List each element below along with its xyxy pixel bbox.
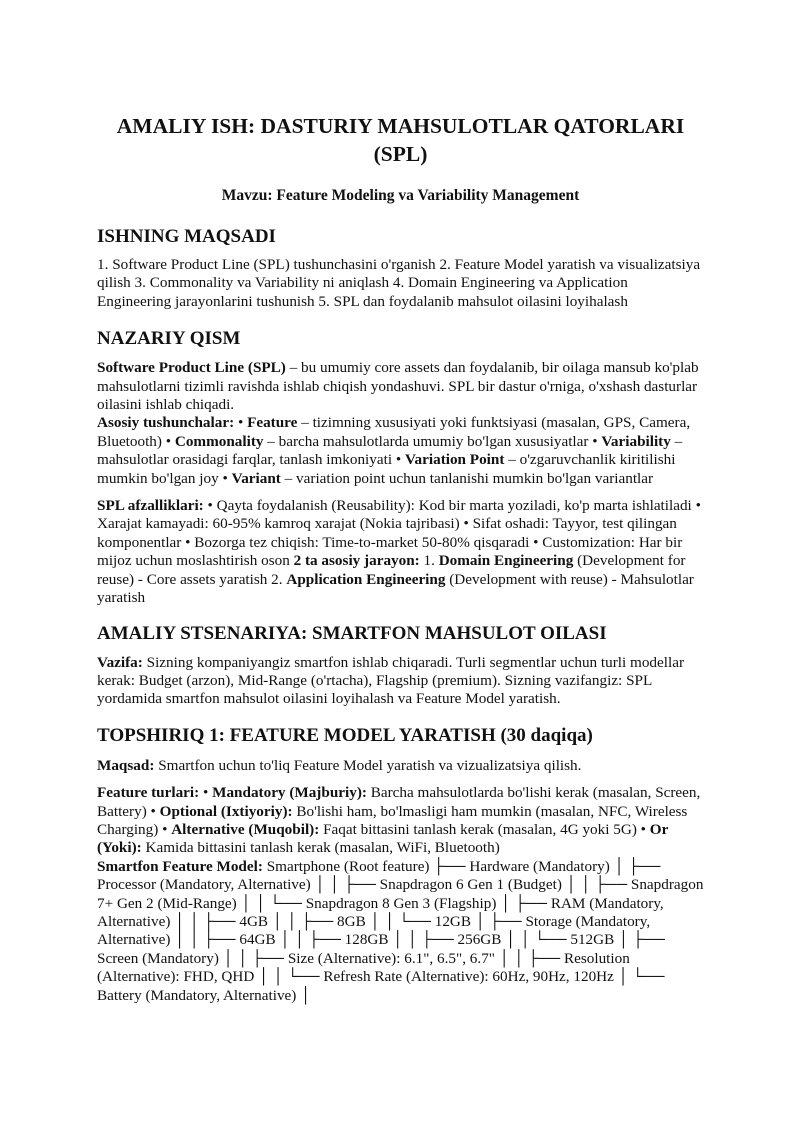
term-variability: Variability: [601, 432, 671, 450]
term-commonality: Commonality: [174, 432, 264, 450]
advantages-label: SPL afzalliklari:: [97, 497, 204, 515]
concepts-label: Asosiy tushunchalar:: [97, 414, 235, 432]
feature-types-paragraph: [97, 784, 704, 1005]
advantages-text: • Qayta foydalanish (Reusability): Kod bir marta yoziladi, ko'p marta ishlatiladi • Xarajat kamayadi: 60-95% kamroq xarajat (Nokia tajribasi) • Sifat oshadi: Tayyor, test qilingan komponentlar • Bozorga tez chiqish: Time-to-market 50-80% qisqaradi • Customization: Har bir mijoz uchun moslashtirish oson: [97, 497, 701, 570]
scenario-paragraph: [97, 654, 704, 709]
def-variation-point: – o'zgaruvchanlik kiritilishi mumkin bo'lgan joy •: [97, 451, 676, 487]
term-variation-point: Variation Point: [404, 451, 505, 469]
def-mandatory: Barcha mahsulotlarda bo'lishi kerak (masalan, Screen, Battery) •: [97, 784, 701, 820]
heading-theory: NAZARIY QISM: [97, 328, 241, 350]
concepts-paragraph: Asosiy tushunchalar: • Feature – tizimning xususiyati yoki funktsiyasi (masalan, GPS, Camera, Bluetooth) • Commonality – barcha mahsulotlarda umumiy bo'lgan xususiyatlar • Variability – mahsulotlar orasidagi farqlar, tanlash imkoniyati • Variation Point – o'zgaruvchanlik kiritilishi mumkin bo'lgan joy • Variant – variation point uchun tanlanishi mumkin bo'lgan variantlar: [97, 414, 691, 487]
task-text: Sizning kompaniyangiz smartfon ishlab chiqaradi. Turli segmentlar uchun turli modellar kerak: Budget (arzon), Mid-Range (o'rtacha), Flagship (premium). Sizning vazifangiz: SPL yordamida smartfon mahsulot oilasini loyihalash va Feature Model yaratish.: [97, 653, 685, 708]
term-optional: Optional (Ixtiyoriy):: [159, 802, 293, 820]
task-goal-label: Maqsad:: [97, 756, 155, 774]
heading-task-1: TOPSHIRIQ 1: FEATURE MODEL YARATISH (30 daqiqa): [97, 724, 593, 746]
heading-scenario: AMALIY STSENARIYA: SMARTFON MAHSULOT OILASI: [97, 622, 607, 644]
feature-model-label: Smartfon Feature Model:: [97, 857, 263, 875]
def-optional: Bo'lishi ham, bo'lmasligi ham mumkin (masalan, NFC, Wireless Charging) •: [97, 802, 688, 838]
spl-definition: – bu umumiy core assets dan foydalanib, bir oilaga mansub ko'plab mahsulotlarni tizimli ravishda ishlab chiqish yondashuvi. SPL bir dastur o'rniga, o'xshash dasturlar oilasini ishlab chiqadi.: [97, 359, 699, 414]
def-application-engineering: (Development with reuse) - Mahsulotlar yaratish: [97, 570, 694, 607]
def-variant: – variation point uchun tanlanishi mumkin bo'lgan variantlar: [280, 469, 654, 487]
term-or: Or (Yoki):: [97, 820, 669, 857]
def-or: Kamida bittasini tanlash kerak (masalan, WiFi, Bluetooth): [141, 839, 500, 857]
heading-goal: ISHNING MAQSADI: [97, 226, 276, 247]
feature-types-bullet: •: [199, 784, 213, 802]
term-alternative: Alternative (Muqobil):: [171, 820, 320, 838]
task-goal-paragraph: [97, 757, 704, 775]
def-feature: – tizimning xususiyati yoki funktsiyasi (masalan, GPS, Camera, Bluetooth) •: [97, 414, 691, 450]
def-domain-engineering: (Development for reuse) - Core assets yaratish 2.: [97, 552, 686, 588]
processes-label: 2 ta asosiy jarayon:: [293, 552, 420, 570]
feature-model-tree: Smartphone (Root feature) ├── Hardware (Mandatory) │ ├── Processor (Mandatory, Alternative) │ │ ├── Snapdragon 6 Gen 1 (Budget) │ │ ├── Snapdragon 7+ Gen 2 (Mid-Range) │ │ └── Snapdragon 8 Gen 3 (Flagship) │ ├── RAM (Mandatory, Alternative) │ │ ├── 4GB │ │ ├── 8GB │ │ └── 12GB │ ├── Storage (Mandatory, Alternative) │ │ ├── 64GB │ │ ├── 128GB │ │ ├── 256GB │ │ └── 512GB │ ├── Screen (Mandatory) │ │ ├── Size (Alternative): 6.1", 6.5", 6.7" │ │ ├── Resolution (Alternative): FHD, QHD │ │ └── Refresh Rate (Alternative): 60Hz, 90Hz, 120Hz │ └── Battery (Mandatory, Alternative) │: [97, 857, 704, 1004]
spl-definition-paragraph: [97, 359, 704, 414]
advantages-paragraph: [97, 497, 704, 607]
term-domain-engineering: Domain Engineering: [438, 552, 574, 570]
term-application-engineering: Application Engineering: [286, 570, 446, 588]
def-variability: – mahsulotlar orasidagi farqlar, tanlash imkoniyati •: [97, 432, 683, 469]
task-goal-text: Smartfon uchun to'liq Feature Model yaratish va vizualizatsiya qilish.: [154, 756, 582, 774]
processes-number-1: 1.: [419, 552, 439, 570]
spl-term: Software Product Line (SPL): [97, 359, 286, 377]
feature-types-label: Feature turlari:: [97, 784, 200, 802]
term-mandatory: Mandatory (Majburiy):: [212, 784, 367, 802]
document-title: AMALIY ISH: DASTURIY MAHSULOTLAR QATORLARI (SPL): [116, 114, 685, 166]
document-subtitle: Mavzu: Feature Modeling va Variability Management: [221, 187, 580, 204]
term-feature: Feature: [247, 414, 298, 432]
def-alternative: Faqat bittasini tanlash kerak (masalan, 4G yoki 5G) •: [319, 820, 650, 838]
task-label: Vazifa:: [97, 653, 143, 671]
goal-paragraph: 1. Software Product Line (SPL) tushunchasini o'rganish 2. Feature Model yaratish va visualizatsiya qilish 3. Commonality va Variability ni aniqlash 4. Domain Engineering va Application Engineering jarayonlarini tushunish 5. SPL dan foydalanib mahsulot oilasini loyihalash: [97, 256, 701, 310]
term-variant: Variant: [231, 469, 281, 487]
def-commonality: – barcha mahsulotlarda umumiy bo'lgan xususiyatlar •: [263, 432, 602, 450]
